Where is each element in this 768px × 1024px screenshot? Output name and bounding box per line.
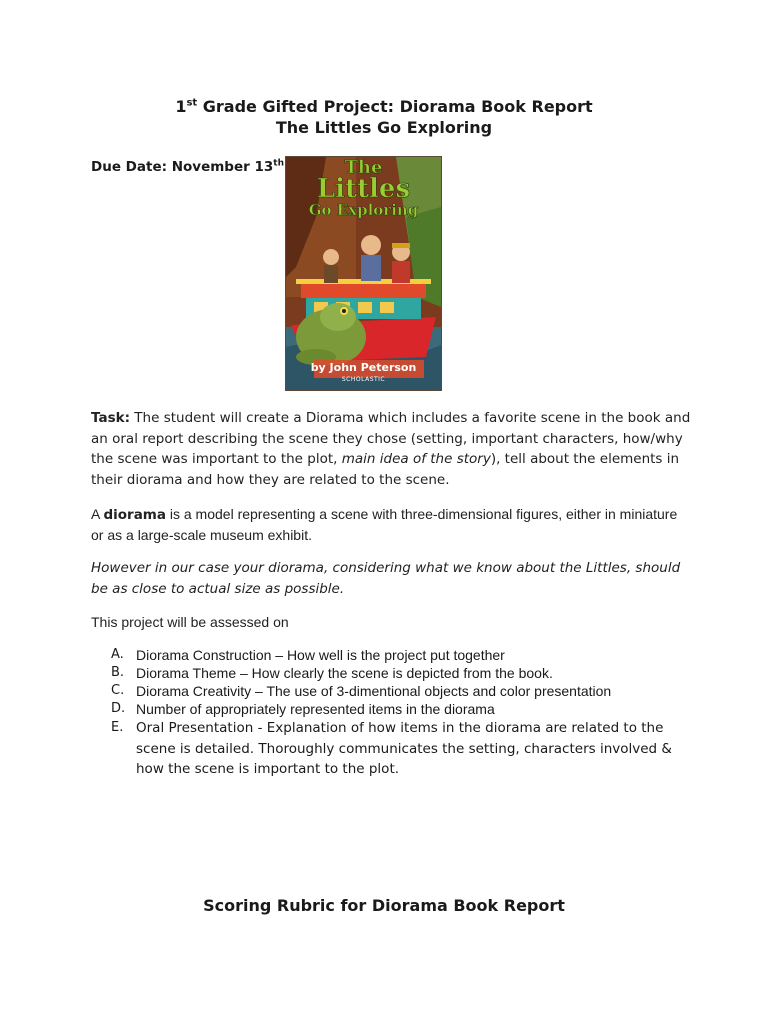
cover-author: by John Peterson [310, 361, 417, 374]
list-item: B. Diorama Theme – How clearly the scene is depicted from the book. [111, 665, 553, 681]
assessment-intro: This project will be assessed on [91, 614, 289, 630]
list-item: C. Diorama Creativity – The use of 3-dimentional objects and color presentation [111, 683, 612, 699]
cover-title: The Littles Go Exploring [308, 157, 419, 219]
list-item: E. Oral Presentation - Explanation of how items in the diorama are related to the scene is detailed. Thoroughly communicates the setting, characters involved & how the scene is important to the plot. [111, 720, 672, 777]
rubric-title: Scoring Rubric for Diorama Book Report [203, 896, 565, 915]
due-date-value: November 13 [167, 159, 274, 175]
diorama-definition: A diorama is a model representing a scene with three-dimensional figures, either in miniature or as a large-scale museum exhibit. [91, 506, 678, 543]
due-date: Due Date: November 13th [91, 158, 284, 175]
list-item: D. Number of appropriately represented items in the diorama [111, 701, 495, 717]
cover-publisher: SCHOLASTIC [341, 376, 386, 383]
list-item: A. Diorama Construction – How well is the project put together [111, 647, 505, 663]
criteria-list [111, 646, 691, 780]
document-title: 1st Grade Gifted Project: Diorama Book Report [175, 97, 593, 116]
actual-size-note: However in our case your diorama, considering what we know about the Littles, should be as close to actual size as possible. [91, 560, 681, 597]
diorama-term: diorama [103, 507, 166, 523]
due-date-label: Due Date: [91, 159, 167, 175]
task-label: Task: [91, 410, 130, 426]
book-cover-image [285, 156, 442, 391]
book-title-heading: The Littles Go Exploring [275, 118, 493, 137]
task-paragraph: Task: The student will create a Diorama which includes a favorite scene in the book and an oral report describing the scene they chose (setting, important characters, how/why the scene was important to the plot, main idea of the story), tell about the elements in their diorama and how they are related to the scene. [91, 410, 691, 488]
